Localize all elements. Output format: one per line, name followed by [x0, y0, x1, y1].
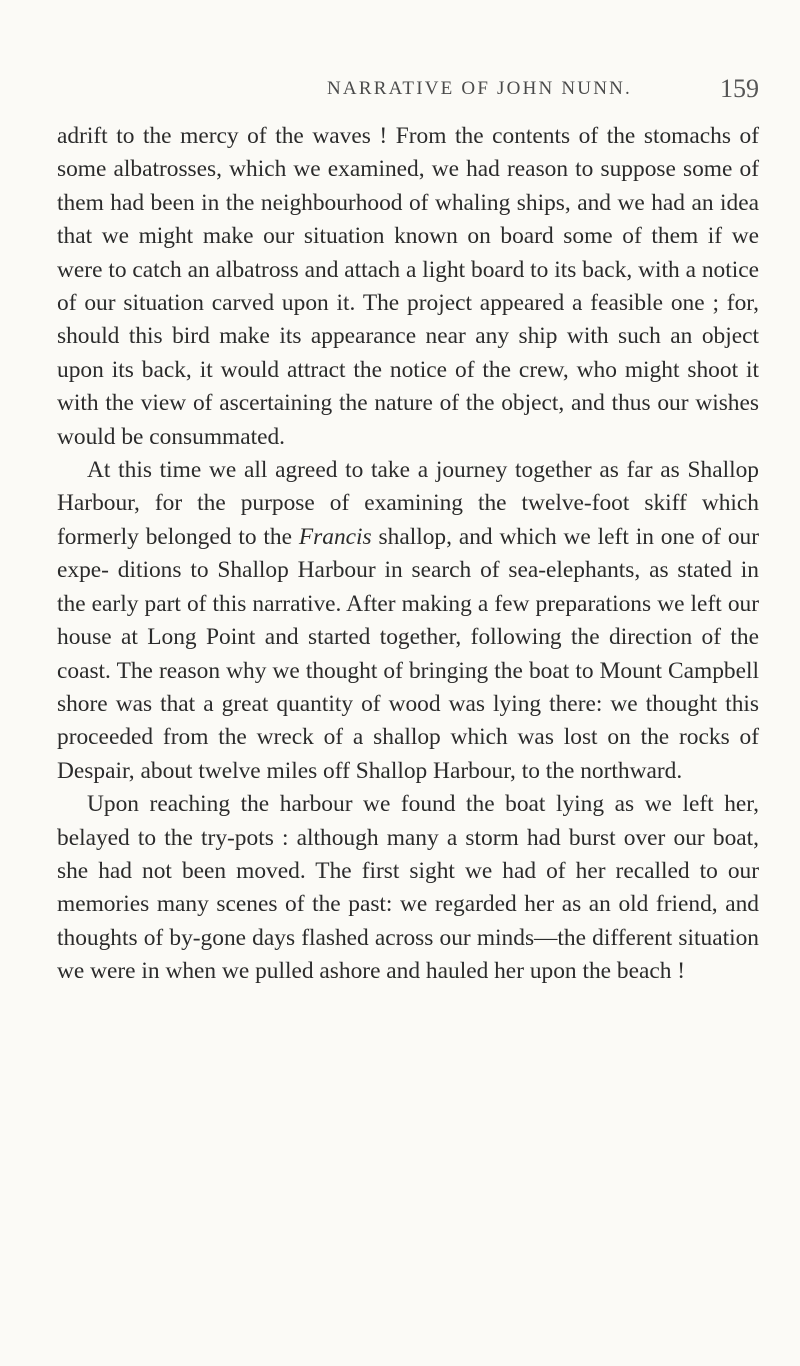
body-text — [57, 120, 759, 989]
running-header — [57, 74, 759, 118]
paragraph-3: Upon reaching the harbour we found the boat lying as we left her, belayed to the try-pots : although many a storm had burst over our boat, she had not been moved. The first sight we had of her recalled to our memories many scenes of the past: we regarded her as an old friend, and thoughts of by-gone days flashed across our minds—the different situation we were in when we pulled ashore and hauled her upon the beach ! — [57, 791, 759, 985]
running-title: NARRATIVE OF JOHN NUNN. — [327, 78, 632, 99]
paragraph-2 — [57, 454, 759, 788]
book-page — [57, 74, 759, 989]
paragraph-1: adrift to the mercy of the waves ! From the contents of the stomachs of some albatrosses, which we examined, we had reason to suppose some of them had been in the neighbourhood of whaling ships, and we had an idea that we might make our situation known on board some of them if we were to catch an albatross and attach a light board to its back, with a notice of our situation carved upon it. The project appeared a feasible one ; for, should this bird make its appearance near any ship with such an object upon its back, it would attract the notice of the crew, who might shoot it with the view of ascertaining the nature of the object, and thus our wishes would be consummated. — [57, 123, 759, 450]
ship-name-italic: Francis — [298, 523, 372, 550]
page-number: 159 — [720, 74, 759, 103]
paragraph-2-text-after: shallop, and which we left in one of our expe- ditions to Shallop Harbour in search of sea-elephants, as stated in the early part of this narrative. After making a few preparations we left our house at Long Point and started together, following the direction of the coast. The reason why we thought of bringing the boat to Mount Campbell shore was that a great quantity of wood was lying there: we thought this proceeded from the wreck of a shallop which was lost on the rocks of Despair, about twelve miles off Shallop Harbour, to the northward. — [57, 523, 759, 784]
paragraph-2-text-before: At this time we all agreed to take a journey together as far as Shallop Harbour, for the purpose of examining the twelve-foot skiff which formerly belonged to the — [57, 457, 759, 550]
